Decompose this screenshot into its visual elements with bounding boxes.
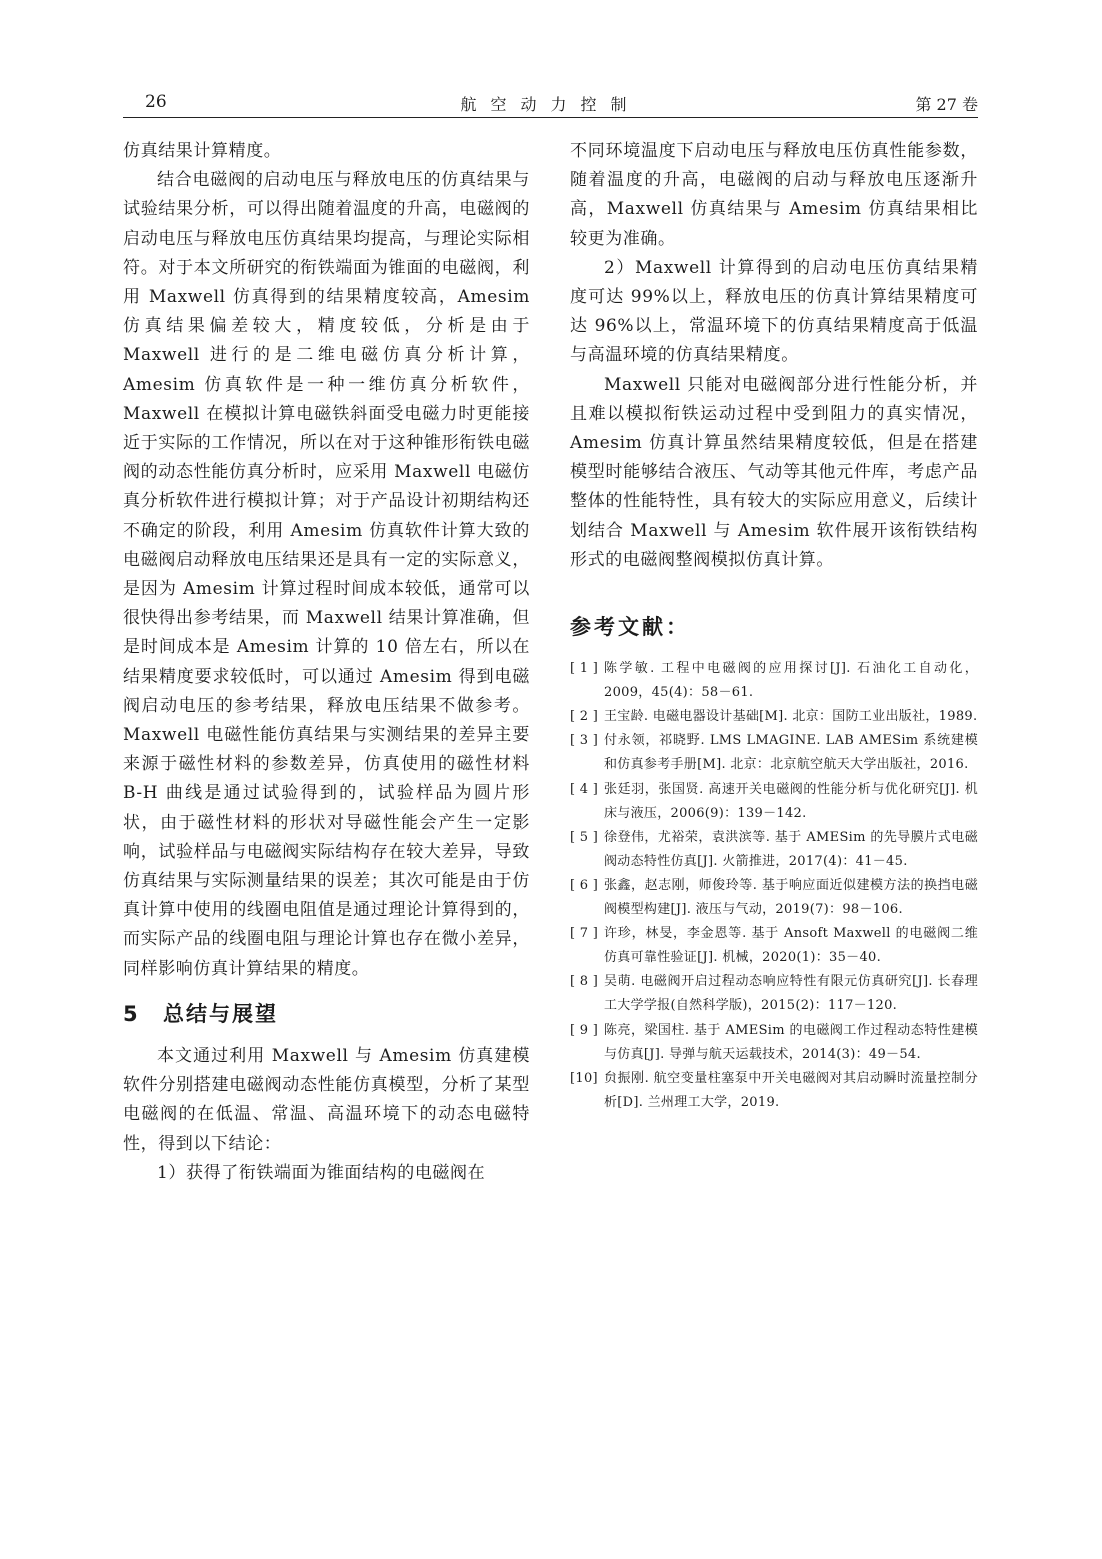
paragraph: 2）Maxwell 计算得到的启动电压仿真结果精度可达 99%以上，释放电压的仿真计算结果精度可达 96%以上，常温环境下的仿真结果精度高于低温与高温环境的仿真结果精度。 [570,257,978,366]
reference-item [570,1019,978,1067]
reference-item [570,729,978,777]
reference-tag: [ 1 ] [570,661,599,677]
reference-text: 陈学敏. 工程中电磁阀的应用探讨[J]. 石油化工自动化，2009，45(4)：58－61. [604,661,978,701]
section-number: 5 [123,1001,140,1026]
reference-tag: [ 3 ] [570,733,599,749]
section-title: 总结与展望 [163,1001,278,1026]
reference-tag: [ 2 ] [570,709,599,725]
reference-tag: [ 7 ] [570,926,599,942]
reference-text: 付永领，祁晓野. LMS LMAGINE. LAB AMESim 系统建模和仿真参考手册[M]. 北京：北京航空航天大学出版社，2016. [604,733,978,773]
paragraph: 结合电磁阀的启动电压与释放电压的仿真结果与试验结果分析，可以得出随着温度的升高，电磁阀的启动电压与释放电压仿真结果均提高，与理论实际相符。对于本文所研究的衔铁端面为锥面的电磁阀，利用 Maxwell 仿真得到的结果精度较高，Amesim 仿真结果偏差较大，精度较低，分析是由于 Maxwell 进行的是二维电磁仿真分析计算，Amesim 仿真软件是一种一维仿真分析软件，Maxwell 在模拟计算电磁铁斜面受电磁力时更能接近于实际的工作情况，所以在对于这种锥形衔铁电磁阀的动态性能仿真分析时，应采用 Maxwell 电磁仿真分析软件进行模拟计算；对于产品设计初期结构还不确定的阶段，利用 Amesim 仿真软件计算大致的电磁阀启动释放电压结果还是具有一定的实际意义，是因为 Amesim 计算过程时间成本较低，通常可以很快得出参考结果，而 Maxwell 结果计算准确，但是时间成本是 Amesim 计算的 10 倍左右，所以在结果精度要求较低时，可以通过 Amesim 得到电磁阀启动电压的参考结果，释放电压结果不做参考。Maxwell 电磁性能仿真结果与实测结果的差异主要来源于磁性材料的参数差异，仿真使用的磁性材料 B-H 曲线是通过试验得到的，试验样品为圆片形状，由于磁性材料的形状对导磁性能会产生一定影响，试验样品与电磁阀实际结构存在较大差异，导致仿真结果与实际测量结果的误差；其次可能是由于仿真计算中使用的线圈电阻值是通过理论计算得到的，而实际产品的线圈电阻与理论计算也存在微小差异，同样影响仿真计算结果的精度。 [123,170,530,979]
reference-tag: [10] [570,1070,598,1086]
reference-tag: [ 9 ] [570,1022,599,1038]
reference-text: 陈亮，梁国柱. 基于 AMESim 的电磁阀工作过程动态特性建模与仿真[J]. 导弹与航天运载技术，2014(3)：49－54. [604,1022,978,1062]
paragraph: 1）获得了衔铁端面为锥面结构的电磁阀在 [157,1162,486,1183]
reference-text: 徐登伟，尤裕荣，袁洪滨等. 基于 AMESim 的先导膜片式电磁阀动态特性仿真[J]. 火箭推进，2017(4)：41－45. [604,829,978,869]
right-column [570,137,978,1115]
page-header [123,90,978,120]
journal-title: 航空动力控制 [460,95,641,114]
reference-tag: [ 6 ] [570,877,599,893]
paragraph: 本文通过利用 Maxwell 与 Amesim 仿真建模软件分别搭建电磁阀动态性能仿真模型，分析了某型电磁阀的在低温、常温、高温环境下的动态电磁特性，得到以下结论： [123,1045,530,1154]
reference-tag: [ 8 ] [570,974,599,990]
references-heading: 参考文献： [570,615,690,640]
reference-text: 王宝龄. 电磁电器设计基础[M]. 北京：国防工业出版社，1989. [604,709,978,725]
reference-item [570,705,978,729]
reference-text: 吴萌. 电磁阀开启过程动态响应特性有限元仿真研究[J]. 长春理工大学学报(自然科学版)，2015(2)：117－120. [604,974,978,1014]
reference-text: 张廷羽，张国贤. 高速开关电磁阀的性能分析与优化研究[J]. 机床与液压，2006(9)：139－142. [604,781,978,821]
reference-item [570,922,978,970]
reference-text: 许珍，林旻，李金恩等. 基于 Ansoft Maxwell 的电磁阀二维仿真可靠性验证[J]. 机械，2020(1)：35－40. [604,926,978,966]
paragraph: 不同环境温度下启动电压与释放电压仿真性能参数，随着温度的升高，电磁阀的启动与释放电压逐渐升高，Maxwell 仿真结果与 Amesim 仿真结果相比较更为准确。 [570,141,978,249]
page-number: 26 [145,92,167,112]
reference-text: 贠振刚. 航空变量柱塞泵中开关电磁阀对其启动瞬时流量控制分析[D]. 兰州理工大学，2019. [604,1070,978,1110]
reference-item [570,874,978,922]
reference-text: 张鑫，赵志刚，师俊玲等. 基于响应面近似建模方法的换挡电磁阀模型构建[J]. 液压与气动，2019(7)：98－106. [604,877,978,917]
section-heading [123,998,530,1028]
volume-label: 第 27 卷 [915,95,978,114]
reference-item [570,826,978,874]
reference-tag: [ 5 ] [570,829,599,845]
left-column [123,137,530,1188]
paragraph: Maxwell 只能对电磁阀部分进行性能分析，并且难以模拟衔铁运动过程中受到阻力的真实情况，Amesim 仿真计算虽然结果精度较低，但是在搭建模型时能够结合液压、气动等其他元件库，考虑产品整体的性能特性，具有较大的实际应用意义，后续计划结合 Maxwell 与 Amesim 软件展开该衔铁结构形式的电磁阀整阀模拟仿真计算。 [570,374,978,570]
references-list [570,657,978,1115]
reference-tag: [ 4 ] [570,781,599,797]
header-rule [123,117,978,118]
reference-item [570,657,978,705]
reference-item [570,778,978,826]
paragraph: 仿真结果计算精度。 [123,141,282,161]
reference-item [570,970,978,1018]
reference-item [570,1067,978,1115]
